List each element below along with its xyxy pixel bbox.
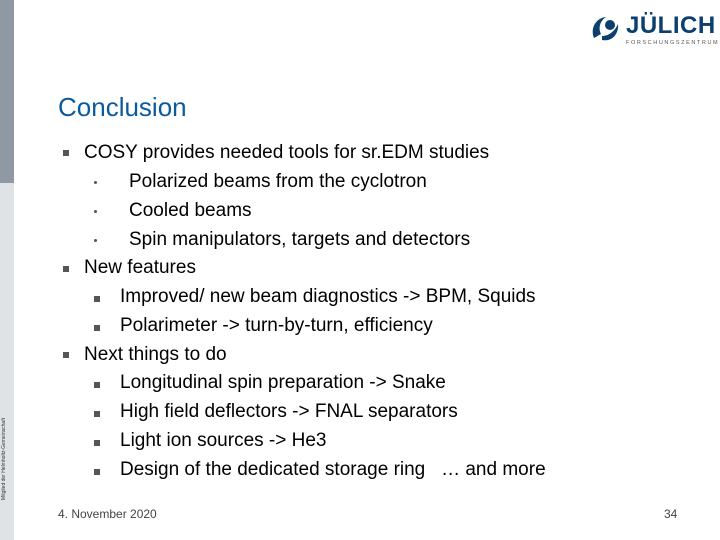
bullet-item: Improved/ new beam diagnostics -> BPM, Squids xyxy=(120,286,536,307)
bullet-marker xyxy=(94,440,100,446)
sidebar-accent-top xyxy=(0,0,14,183)
bullet-item: New features xyxy=(84,257,196,278)
bullet-item: Cooled beams xyxy=(129,200,252,221)
bullet-marker xyxy=(94,181,97,184)
bullet-marker xyxy=(63,150,69,156)
bullet-item: Longitudinal spin preparation -> Snake xyxy=(120,372,446,393)
juelich-logo-icon xyxy=(588,12,622,46)
bullet-item: COSY provides needed tools for sr.EDM studies xyxy=(84,142,490,163)
bullet-item: Polarized beams from the cyclotron xyxy=(129,171,427,192)
logo-name: JÜLICH xyxy=(626,12,716,39)
bullet-marker xyxy=(94,210,97,213)
logo-subtitle: FORSCHUNGSZENTRUM xyxy=(626,40,720,46)
bullet-item: High field deflectors -> FNAL separators xyxy=(120,401,458,422)
bullet-marker xyxy=(94,411,100,417)
bullet-marker xyxy=(63,266,69,272)
bullet-marker xyxy=(94,382,100,388)
bullet-marker xyxy=(94,325,100,331)
bullet-marker xyxy=(94,296,100,302)
bullet-marker xyxy=(94,469,100,475)
juelich-logo xyxy=(588,10,720,50)
bullet-item: Next things to do xyxy=(84,344,227,365)
bullet-item: Light ion sources -> He3 xyxy=(120,430,327,451)
bullet-marker xyxy=(94,239,97,242)
bullet-item: Design of the dedicated storage ring … and more xyxy=(120,459,546,480)
slide-title: Conclusion xyxy=(58,92,187,122)
bullet-marker xyxy=(63,352,69,358)
page-number: 34 xyxy=(664,507,678,521)
footer-date: 4. November 2020 xyxy=(58,507,157,521)
bullet-item: Polarimeter -> turn-by-turn, efficiency xyxy=(120,315,433,336)
bullet-item: Spin manipulators, targets and detectors xyxy=(129,229,471,250)
helmholtz-membership-text: Mitglied der Helmholtz-Gemeinschaft xyxy=(1,418,7,500)
